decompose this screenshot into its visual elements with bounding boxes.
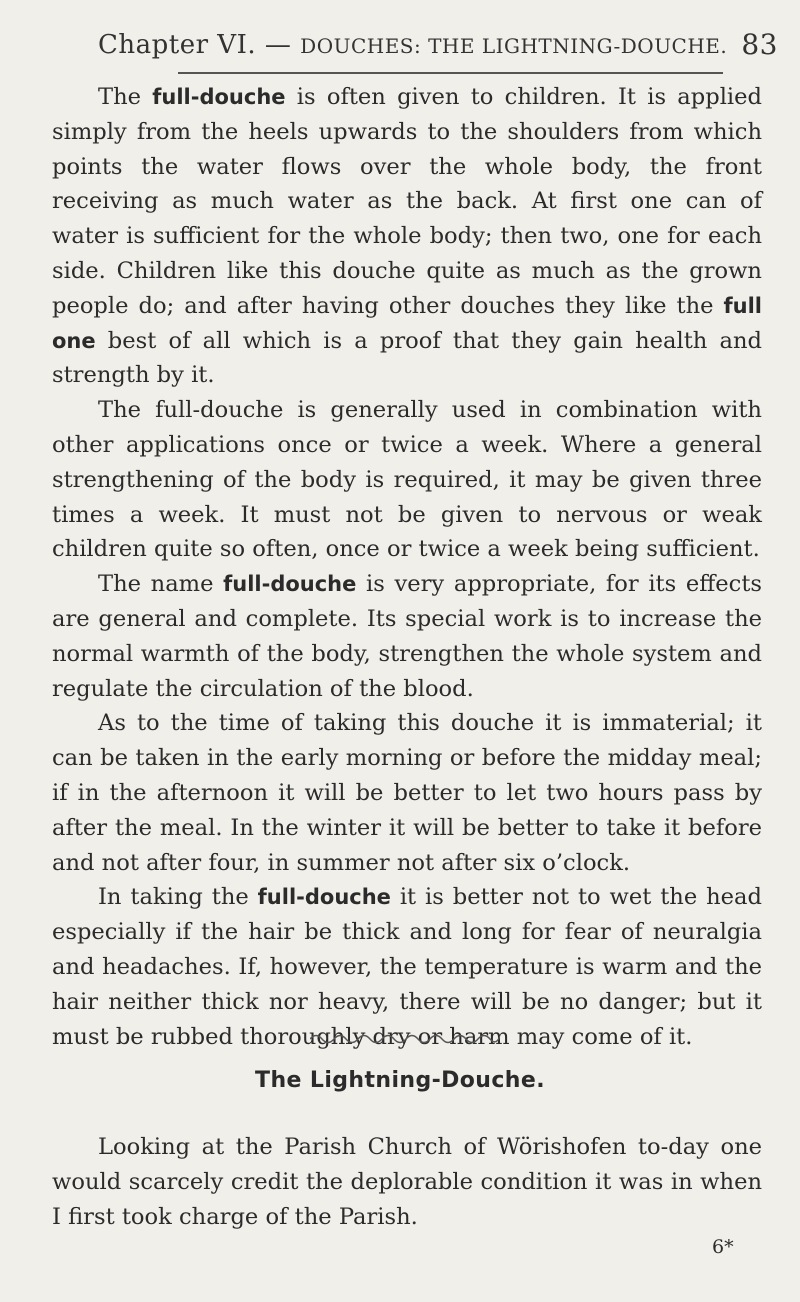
signature-mark: 6*	[712, 1236, 734, 1258]
paragraph: The full-douche is often given to children. It is applied simply from the heels upwards to the shoulders from which points the water flows over the whole body, the front receiving as much water as the back. At first one can of water is sufficient for the whole body; then two, one for each side. Children like this douche quite as much as the grown people do; and after having other douches they like the full one best of all which is a proof that they gain health and strength by it.	[52, 84, 762, 389]
term-full-douche: full-douche	[152, 85, 286, 109]
running-header	[98, 30, 778, 60]
header-rule	[178, 72, 723, 74]
term-full-douche: full-douche	[257, 885, 391, 910]
main-text	[52, 80, 762, 1054]
chapter-label: Chapter VI.	[98, 30, 257, 60]
paragraph: In taking the full-douche it is better not to wet the head especially if the hair be thick and long for fear of neuralgia and headaches. If, however, the temperature is warm and the hair neither thick nor heavy, there will be no danger; but it must be rubbed thoroughly dry or harm may come of it.	[52, 884, 762, 1050]
section-text	[52, 1130, 762, 1234]
wavy-divider	[310, 1030, 500, 1044]
paragraph: Looking at the Parish Church of Wörishofen to-day one would scarcely credit the deplorable condition it was in when I first took charge of the Parish.	[52, 1134, 762, 1230]
term-full-one: full one	[52, 293, 762, 353]
header-dash: —	[264, 30, 292, 60]
paragraph: The full-douche is generally used in combination with other applications once or twice a week. Where a general strengthening of the body is required, it may be given three times a week. It must not be given to nervous or weak children quite so often, once or twice a week being sufficient.	[52, 397, 762, 563]
header-section: DOUCHES: THE LIGHTNING-DOUCHE.	[300, 34, 728, 58]
section-title: The Lightning-Douche.	[255, 1068, 545, 1093]
paragraph: The name full-douche is very appropriate, for its effects are general and complete. Its special work is to increase the normal warmth of the body, strengthen the whole system and regulate the circulation of the blood.	[52, 571, 762, 702]
term-full-douche: full-douche	[223, 572, 357, 597]
page-number: 83	[741, 28, 778, 61]
paragraph: As to the time of taking this douche it is immaterial; it can be taken in the early morning or before the midday meal; if in the afternoon it will be better to let two hours pass by after the meal. In the winter it will be better to take it before and not after four, in summer not after six o’clock.	[52, 710, 762, 876]
